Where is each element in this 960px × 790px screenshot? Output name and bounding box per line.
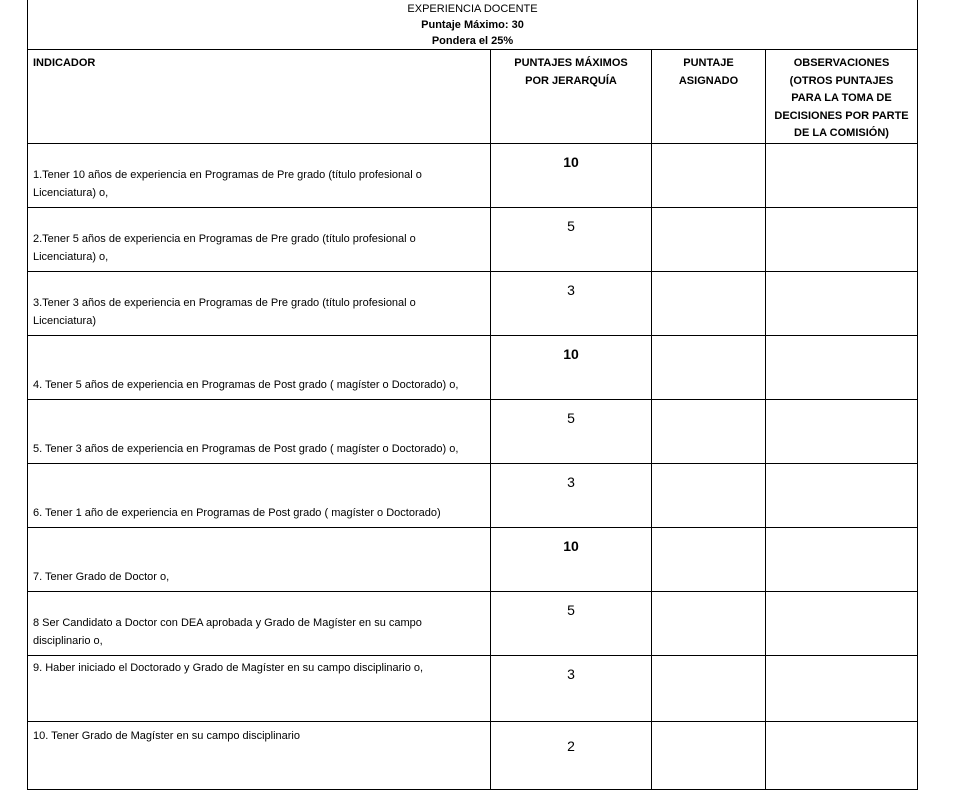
table-row — [28, 335, 918, 399]
observations-cell[interactable] — [766, 399, 918, 463]
header-assigned: PUNTAJE ASIGNADO — [652, 50, 766, 144]
evaluation-table — [27, 0, 918, 790]
max-points-cell: 5 — [491, 399, 652, 463]
assigned-cell[interactable] — [652, 527, 766, 591]
assigned-cell[interactable] — [652, 463, 766, 527]
observations-cell[interactable] — [766, 721, 918, 789]
table-row — [28, 591, 918, 655]
observations-cell[interactable] — [766, 143, 918, 207]
max-points-cell: 10 — [491, 335, 652, 399]
indicator-cell: 6. Tener 1 año de experiencia en Programas de Post grado ( magíster o Doctorado) — [28, 463, 491, 527]
table-row — [28, 463, 918, 527]
table-row — [28, 655, 918, 721]
indicator-cell: 3.Tener 3 años de experiencia en Programas de Pre grado (título profesional o Licenciatura) — [28, 271, 491, 335]
section-title: EXPERIENCIA DOCENTE — [407, 3, 538, 15]
header-max-points: PUNTAJES MÁXIMOS POR JERARQUÍA — [491, 50, 652, 144]
assigned-cell[interactable] — [652, 143, 766, 207]
table-title — [28, 0, 918, 50]
weight: Pondera el 25% — [431, 35, 514, 47]
assigned-cell[interactable] — [652, 399, 766, 463]
max-points-cell: 3 — [491, 655, 652, 721]
observations-cell[interactable] — [766, 207, 918, 271]
assigned-cell[interactable] — [652, 655, 766, 721]
table-row — [28, 207, 918, 271]
observations-cell[interactable] — [766, 527, 918, 591]
assigned-cell[interactable] — [652, 591, 766, 655]
max-points-cell: 3 — [491, 271, 652, 335]
observations-cell[interactable] — [766, 655, 918, 721]
header-observations: OBSERVACIONES (OTROS PUNTAJES PARA LA TOMA DE DECISIONES POR PARTE DE LA COMISIÓN) — [766, 50, 918, 144]
table-row — [28, 271, 918, 335]
table-row — [28, 527, 918, 591]
indicator-cell: 2.Tener 5 años de experiencia en Programas de Pre grado (título profesional o Licenciatura) o, — [28, 207, 491, 271]
max-points-cell: 5 — [491, 591, 652, 655]
max-points-cell: 10 — [491, 143, 652, 207]
max-points-cell: 10 — [491, 527, 652, 591]
max-points-cell: 3 — [491, 463, 652, 527]
max-points-cell: 2 — [491, 721, 652, 789]
indicator-cell: 7. Tener Grado de Doctor o, — [28, 527, 491, 591]
column-headers — [28, 50, 918, 144]
indicator-cell: 10. Tener Grado de Magíster en su campo disciplinario — [28, 721, 491, 789]
header-indicator: INDICADOR — [28, 50, 491, 144]
observations-cell[interactable] — [766, 335, 918, 399]
indicator-cell: 1.Tener 10 años de experiencia en Programas de Pre grado (título profesional o Licenciatura) o, — [28, 143, 491, 207]
observations-cell[interactable] — [766, 271, 918, 335]
assigned-cell[interactable] — [652, 207, 766, 271]
indicator-cell: 9. Haber iniciado el Doctorado y Grado de Magíster en su campo disciplinario o, — [28, 655, 491, 721]
observations-cell[interactable] — [766, 591, 918, 655]
table-row — [28, 399, 918, 463]
indicator-cell: 8 Ser Candidato a Doctor con DEA aprobada y Grado de Magíster en su campo disciplinario o, — [28, 591, 491, 655]
indicator-cell: 4. Tener 5 años de experiencia en Programas de Post grado ( magíster o Doctorado) o, — [28, 335, 491, 399]
assigned-cell[interactable] — [652, 335, 766, 399]
assigned-cell[interactable] — [652, 721, 766, 789]
table-row — [28, 143, 918, 207]
max-points-cell: 5 — [491, 207, 652, 271]
observations-cell[interactable] — [766, 463, 918, 527]
indicator-cell: 5. Tener 3 años de experiencia en Programas de Post grado ( magíster o Doctorado) o, — [28, 399, 491, 463]
max-score: Puntaje Máximo: 30 — [421, 19, 524, 31]
assigned-cell[interactable] — [652, 271, 766, 335]
table-row — [28, 721, 918, 789]
